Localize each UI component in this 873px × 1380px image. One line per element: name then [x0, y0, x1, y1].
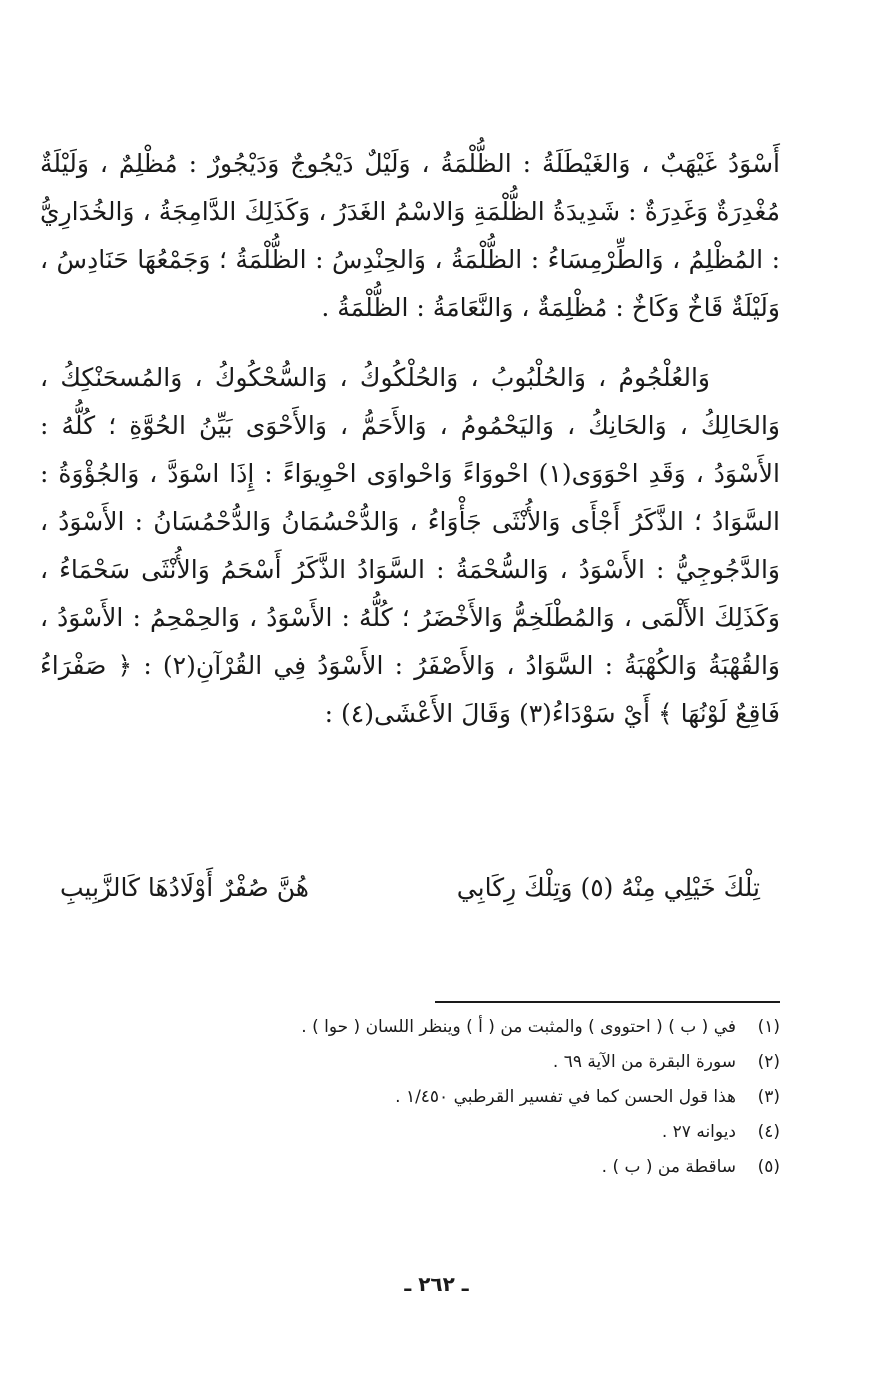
- footnote-number: (٤): [757, 1122, 780, 1142]
- footnote-text: سورة البقرة من الآية ٦٩ .: [552, 1052, 736, 1072]
- footnotes-list: [200, 1010, 780, 1185]
- footnote-number: (١): [757, 1017, 780, 1037]
- paragraph-darkness-words: أَسْوَدُ غَيْهَبٌ ، وَالغَيْطَلَةُ : الظُّلْمَةُ ، وَلَيْلٌ دَيْجُوجٌ وَدَيْجُورٌ : مُظْلِمٌ ، وَلَيْلَةٌ مُغْدِرَةٌ وَغَدِرَةٌ : شَدِيدَةُ الظُّلْمَةِ وَالاسْمُ الغَدَرُ ، وَكَذَلِكَ الدَّامِجَةُ ، وَالخُدَارِيُّ : المُظْلِمُ ، وَالطِّرْمِسَاءُ : الظُّلْمَةُ ، وَالحِنْدِسُ : الظُّلْمَةُ ؛ وَجَمْعُهَا حَنَادِسُ ، وَلَيْلَةٌ قَاخٌ وَكَاخٌ : مُظْلِمَةٌ ، وَالنَّعَامَةُ : الظُّلْمَةُ .: [40, 149, 780, 322]
- footnote-number: (٥): [757, 1157, 780, 1177]
- verse-first-hemistich: تِلْكَ خَيْلِي مِنْهُ (٥) وَتِلْكَ رِكَابِي: [456, 873, 760, 902]
- footnote-text: ساقطة من ( ب ) .: [601, 1157, 736, 1177]
- footnote-text: في ( ب ) ( احتووى ) والمثبت من ( أ ) وينظر اللسان ( حوا ) .: [301, 1017, 736, 1037]
- footnote-1: [200, 1010, 780, 1045]
- poetry-verse: [50, 858, 770, 918]
- footnote-number: (٣): [757, 1087, 780, 1107]
- footnote-2: [200, 1045, 780, 1080]
- main-text: [40, 140, 780, 738]
- footnote-number: (٢): [757, 1052, 780, 1072]
- footnote-text: هذا قول الحسن كما في تفسير القرطبي ١/٤٥٠ .: [395, 1087, 736, 1107]
- footnote-3: [200, 1080, 780, 1115]
- page-number: ـ ٢٦٢ ـ: [404, 1272, 469, 1296]
- verse-second-hemistich: هُنَّ صُفْرٌ أَوْلَادُهَا كَالزَّبِيبِ: [60, 873, 309, 902]
- footnote-5: [200, 1150, 780, 1185]
- paragraph-black-words: وَالعُلْجُومُ ، وَالحُلْبُوبُ ، وَالحُلْكُوكُ ، وَالسُّحْكُوكُ ، وَالمُسحَنْكِكُ ، وَالحَالِكُ ، وَالحَانِكُ ، وَاليَحْمُومُ ، وَالأَحَمُّ ، وَالأَحْوَى بَيِّنُ الحُوَّةِ ؛ كُلُّهُ : الأَسْوَدُ ، وَقَدِ احْوَوَى(١) احْووَاءً وَاحْواوَى احْوِيوَاءً : إِذَا اسْوَدَّ ، وَالجُؤْوَةُ : السَّوَادُ ؛ الذَّكَرُ أَجْأَى وَالأُنْثَى جَأْوَاءُ ، وَالدُّحْسُمَانُ وَالدُّحْمُسَانُ : الأَسْوَدُ ، وَالدَّجُوجِيُّ : الأَسْوَدُ ، وَالسُّحْمَةُ : السَّوَادُ الذَّكَرُ أَسْحَمُ وَالأُنْثَى سَحْمَاءُ ، وَكَذَلِكَ الأَلْمَى ، وَالمُطْلَخِمُّ وَالأَخْضَرُ ؛ كُلُّهُ : الأَسْوَدُ ، وَالحِمْحِمُ : الأَسْوَدُ ، وَالقُهْبَةُ وَالكُهْبَةُ : السَّوَادُ ، وَالأَصْفَرُ : الأَسْوَدُ فِي القُرْآنِ(٢) : ﴿ صَفْرَاءُ فَاقِعٌ لَوْنُهَا ﴾ أَيْ سَوْدَاءُ(٣) وَقَالَ الأَعْشَى(٤) :: [40, 363, 780, 728]
- footnote-4: [200, 1115, 780, 1150]
- footnote-separator: [435, 1001, 780, 1003]
- footnote-text: ديوانه ٢٧ .: [661, 1122, 736, 1142]
